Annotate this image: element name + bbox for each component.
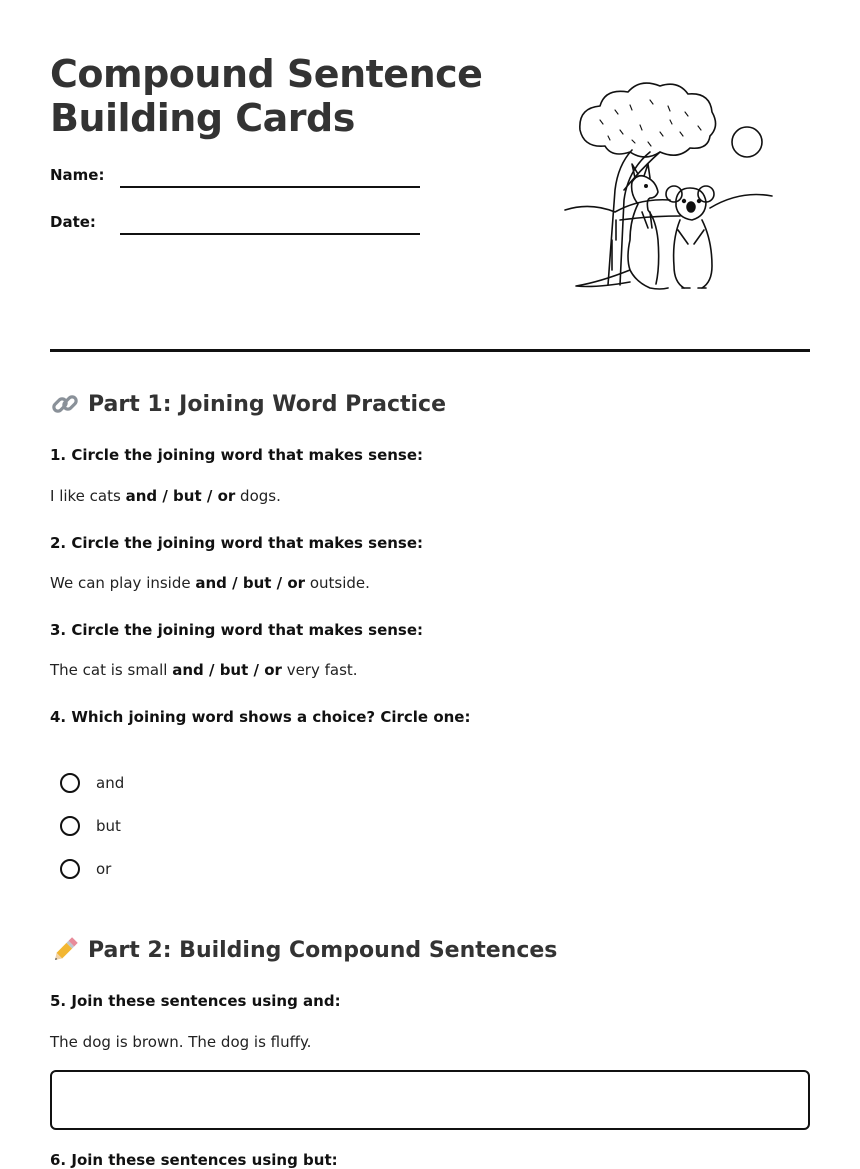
radio-circle[interactable]: [60, 816, 80, 836]
header-divider: [50, 349, 810, 352]
question-6-label: 6. Join these sentences using but:: [50, 1151, 338, 1169]
title-line-2: Building Cards: [50, 96, 355, 140]
sentence-end: dogs.: [235, 487, 281, 505]
sun-icon: [732, 127, 762, 157]
option-and[interactable]: [60, 773, 124, 793]
question-2-label: 2. Circle the joining word that makes sense:: [50, 534, 424, 552]
option-but[interactable]: [60, 816, 121, 836]
pencil-icon: [50, 935, 80, 965]
question-5-label: 5. Join these sentences using and:: [50, 992, 341, 1010]
koala-figure: [666, 186, 714, 288]
radio-circle[interactable]: [60, 773, 80, 793]
question-2-sentence: [50, 574, 370, 592]
sentence-end: very fast.: [281, 661, 358, 679]
option-or[interactable]: [60, 859, 111, 879]
worksheet-title: [50, 52, 482, 140]
question-4-label: 4. Which joining word shows a choice? Circle one:: [50, 708, 471, 726]
sentence-start: I like cats: [50, 487, 126, 505]
question-3-sentence: [50, 661, 358, 679]
question-1-label: 1. Circle the joining word that makes sense:: [50, 446, 424, 464]
name-field[interactable]: [120, 186, 420, 188]
date-field[interactable]: [120, 233, 420, 235]
kangaroo-koala-illustration: [560, 70, 780, 300]
joining-word-choices[interactable]: and / but / or: [172, 661, 282, 679]
joining-word-choices[interactable]: and / but / or: [195, 574, 306, 592]
option-label: and: [96, 774, 125, 792]
answer-box[interactable]: [50, 1070, 810, 1130]
link-icon: [50, 389, 80, 419]
title-line-1: Compound Sentence: [50, 52, 483, 96]
sentence-start: We can play inside: [50, 574, 196, 592]
question-5-sentence: The dog is brown. The dog is fluffy.: [50, 1033, 312, 1051]
radio-circle[interactable]: [60, 859, 80, 879]
part1-title: Part 1: Joining Word Practice: [88, 391, 447, 417]
question-1-sentence: [50, 487, 281, 505]
name-label: Name:: [50, 166, 105, 184]
question-3-label: 3. Circle the joining word that makes sense:: [50, 621, 424, 639]
option-label: but: [96, 817, 121, 835]
sentence-end: outside.: [305, 574, 370, 592]
part1-heading: [50, 389, 446, 419]
option-label: or: [96, 860, 112, 878]
part2-heading: [50, 935, 557, 965]
sentence-start: The cat is small: [50, 661, 173, 679]
joining-word-choices[interactable]: and / but / or: [125, 487, 236, 505]
part2-title: Part 2: Building Compound Sentences: [88, 937, 558, 963]
date-label: Date:: [50, 213, 96, 231]
